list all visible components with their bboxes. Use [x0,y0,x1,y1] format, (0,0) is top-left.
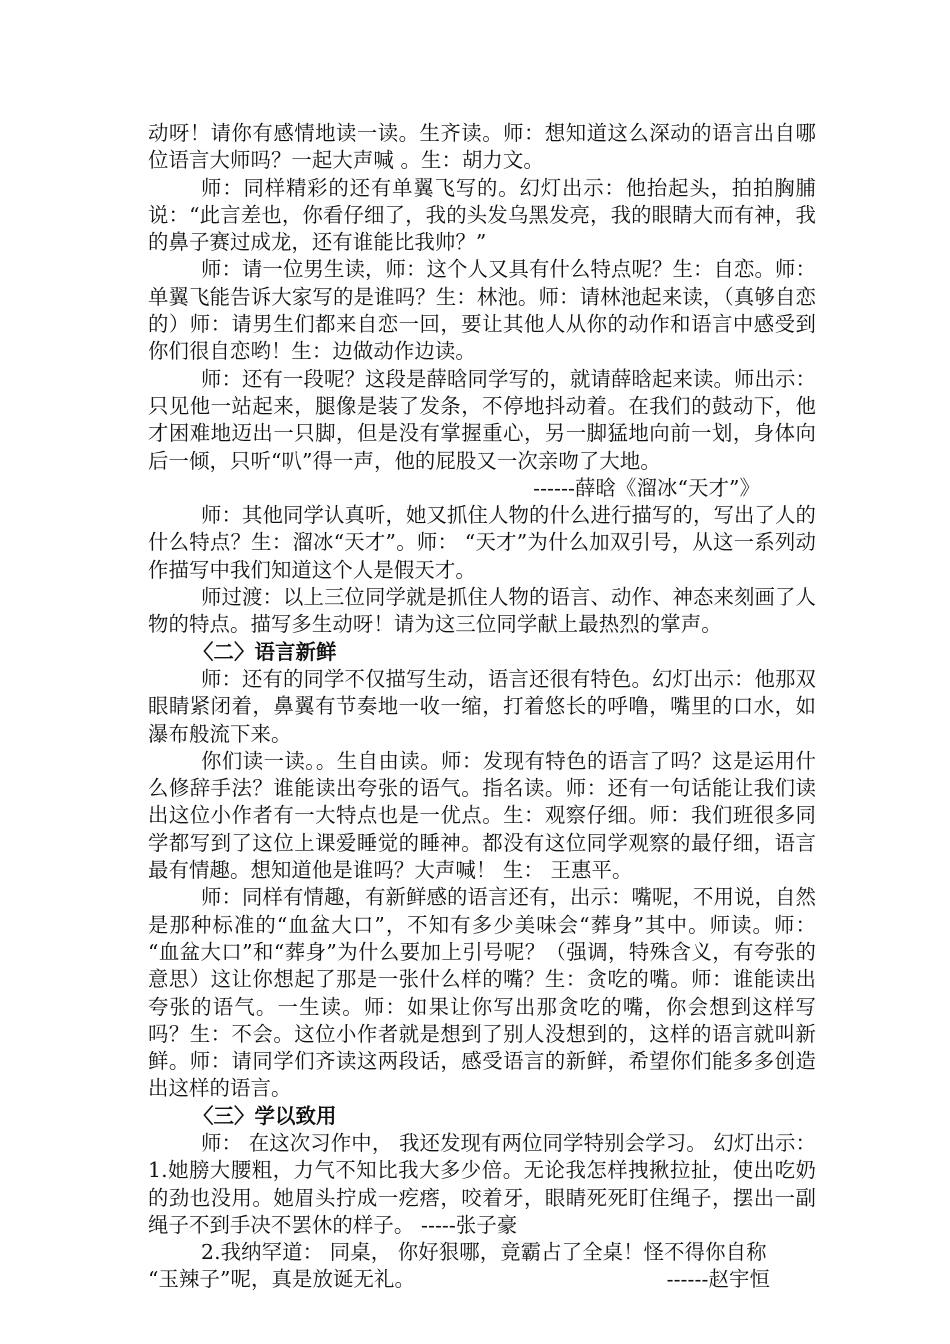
paragraph-1: 动呀！请你有感情地读一读。生齐读。师：想知道这么深动的语言出自哪位语言大师吗？一起大声喊 。生：胡力文。 [148,121,816,173]
paragraph-5: 师：其他同学认真听，她又抓住人物的什么进行描写的，写出了人的什么特点？生：溜冰“天才”。师： “天才”为什么加双引号，从这一系列动作描写中我们知道这个人是假天才。 [148,503,816,582]
paragraph-9: 师：同样有情趣，有新鲜感的语言还有，出示：嘴呢，不用说，自然是那种标准的“血盆大口”，不知有多少美味会“葬身”其中。师读。师： “血盆大口”和“葬身”为什么要加上引号呢？（强调，特殊含义，有夸张的意思）这让你想起了那是一张什么样的嘴？生：贪吃的嘴。师：谁能读出夸张的语气。一生读。师：如果让你写出那贪吃的嘴，你会想到这样写吗？生：不会。这位小作者就是想到了别人没想到的，这样的语言就叫新鲜。师：请同学们齐读这两段话，感受语言的新鲜，希望你们能多多创造出这样的语言。 [148,885,816,1101]
paragraph-6: 师过渡：以上三位同学就是抓住人物的语言、动作、神态来刻画了人物的特点。描写多生动呀！请为这三位同学献上最热烈的掌声。 [148,585,816,637]
section-heading-3: 〈三〉学以致用 [193,1103,337,1128]
attribution-zhao-yuheng: ------赵宇恒 [666,1267,770,1292]
paragraph-8: 你们读一读。。生自由读。师：发现有特色的语言了吗？这是运用什么修辞手法？谁能读出夸张的语气。指名读。师：还有一句话能让我们读出这位小作者有一大特点也是一优点。生：观察仔细。师：我们班很多同学都写到了这位上课爱睡觉的睡神。都没有这位同学观察的最仔细，语言最有情趣。想知道他是谁吗？大声喊！ 生： 王惠平。 [148,748,816,883]
document-body [148,120,816,1294]
paragraph-11-end [148,1266,816,1293]
paragraph-10: 师： 在这次习作中， 我还发现有两位同学特别会学习。 幻灯出示：1.她膀大腰粗，力气不知比我大多少倍。无论我怎样拽揪拉扯，使出吃奶的劲也没用。她眉头拧成一疙瘩，咬着牙，眼睛死死盯住绳子，摆出一副绳子不到手决不罢休的样子。 -----张子豪 [148,1130,816,1237]
section-heading-2: 〈二〉语言新鲜 [193,639,337,664]
attribution-xue-han: ------薛晗《溜冰“天才”》 [533,475,760,500]
paragraph-4: 师：还有一段呢？这段是薛晗同学写的，就请薛晗起来读。师出示：只见他一站起来，腿像是装了发条，不停地抖动着。在我们的鼓动下，他才困难地迈出一只脚，但是没有掌握重心，另一脚猛地向前一划，身体向后一倾，只听“叭”得一声，他的屁股又一次亲吻了大地。 [148,366,816,473]
paragraph-11: 2.我纳罕道： 同桌， 你好狠哪，竟霸占了全桌！怪不得你自称 [201,1240,767,1265]
paragraph-7: 师：还有的同学不仅描写生动，语言还很有特色。幻灯出示：他那双眼睛紧闭着，鼻翼有节奏地一收一缩，打着悠长的呼噜，嘴里的口水，如瀑布般流下来。 [148,666,816,746]
paragraph-3: 师：请一位男生读，师：这个人又具有什么特点呢？生：自恋。师：单翼飞能告诉大家写的是谁吗？生：林池。师：请林池起来读，（真够自恋的）师：请男生们都来自恋一回，要让其他人从你的动作和语言中感受到你们很自恋哟！生：边做动作边读。 [148,257,816,364]
paragraph-11-tail: “玉辣子”呢，真是放诞无礼。 [148,1267,415,1292]
paragraph-2: 师：同样精彩的还有单翼飞写的。幻灯出示：他抬起头，拍拍胸脯说：“此言差也，你看仔细了，我的头发乌黑发亮，我的眼睛大而有神，我的鼻子赛过成龙，还有谁能比我帅？” [148,175,816,255]
